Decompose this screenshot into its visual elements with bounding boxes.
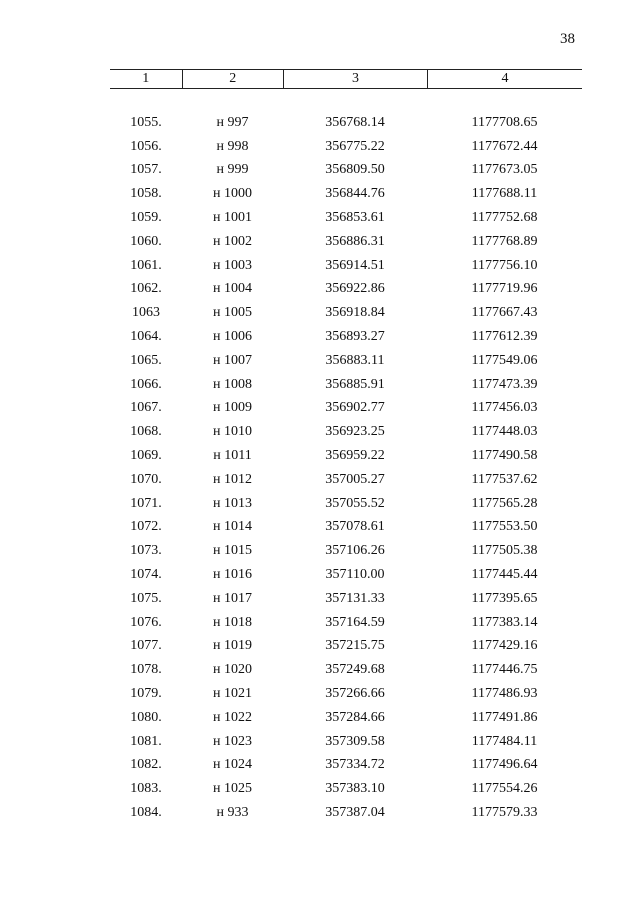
point-label: н 1005 (213, 305, 252, 321)
point-index: 1064. (130, 329, 162, 345)
table-row (110, 159, 582, 183)
y-coordinate: 1177672.44 (471, 138, 538, 154)
y-coordinate: 1177448.03 (471, 424, 538, 440)
point-label: н 1015 (213, 543, 252, 559)
point-label: н 1023 (213, 733, 252, 749)
point-label: н 1009 (213, 400, 252, 416)
table-row (110, 468, 582, 492)
point-label: н 1020 (213, 662, 252, 678)
point-index: 1070. (130, 471, 162, 487)
x-coordinate: 357383.10 (325, 781, 385, 797)
table-row (110, 278, 582, 302)
table-row (110, 420, 582, 444)
point-index: 1078. (130, 662, 162, 678)
point-index: 1057. (130, 162, 162, 178)
point-index: 1056. (130, 138, 162, 154)
point-index: 1083. (130, 781, 162, 797)
point-label: н 1007 (213, 352, 252, 368)
point-index: 1062. (130, 281, 162, 297)
point-index: 1074. (130, 567, 162, 583)
y-coordinate: 1177565.28 (471, 495, 538, 511)
y-coordinate: 1177708.65 (471, 114, 538, 130)
point-label: н 1013 (213, 495, 252, 511)
table-row (110, 682, 582, 706)
point-label: н 1001 (213, 210, 252, 226)
x-coordinate: 357266.66 (325, 686, 385, 702)
point-index: 1067. (130, 400, 162, 416)
table-row (110, 230, 582, 254)
x-coordinate: 357110.00 (325, 567, 385, 583)
x-coordinate: 356914.51 (325, 257, 385, 273)
y-coordinate: 1177456.03 (471, 400, 538, 416)
x-coordinate: 356844.76 (325, 186, 385, 202)
table-row (110, 325, 582, 349)
x-coordinate: 357106.26 (325, 543, 385, 559)
point-index: 1072. (130, 519, 162, 535)
x-coordinate: 356902.77 (325, 400, 385, 416)
point-label: н 1021 (213, 686, 252, 702)
point-index: 1073. (130, 543, 162, 559)
point-label: н 1008 (213, 376, 252, 392)
table-row (110, 563, 582, 587)
table-row (110, 182, 582, 206)
header-col-1: 1 (142, 71, 150, 86)
point-index: 1055. (130, 114, 162, 130)
point-index: 1060. (130, 233, 162, 249)
point-index: 1066. (130, 376, 162, 392)
y-coordinate: 1177490.58 (471, 448, 538, 464)
point-label: н 1003 (213, 257, 252, 273)
y-coordinate: 1177429.16 (471, 638, 538, 654)
y-coordinate: 1177719.96 (471, 281, 538, 297)
y-coordinate: 1177612.39 (471, 329, 538, 345)
header-col-3: 3 (283, 70, 427, 88)
y-coordinate: 1177579.33 (471, 805, 538, 820)
x-coordinate: 356883.11 (325, 352, 385, 368)
point-index: 1082. (130, 757, 162, 773)
y-coordinate: 1177496.64 (471, 757, 538, 773)
y-coordinate: 1177446.75 (471, 662, 538, 678)
header-col-4: 4 (427, 70, 582, 88)
table-row (110, 730, 582, 754)
x-coordinate: 357164.59 (325, 614, 385, 630)
x-coordinate: 357055.52 (325, 495, 385, 511)
table-body (110, 111, 582, 825)
page-number: 38 (560, 31, 575, 47)
point-index: 1071. (130, 495, 162, 511)
point-label: н 998 (216, 138, 249, 154)
point-label: н 1014 (213, 519, 252, 535)
point-index: 1059. (130, 210, 162, 226)
point-label: н 1016 (213, 567, 252, 583)
table-header (110, 69, 582, 89)
x-coordinate: 356853.61 (325, 210, 385, 226)
table-row (110, 587, 582, 611)
y-coordinate: 1177756.10 (471, 257, 538, 273)
point-index: 1077. (130, 638, 162, 654)
y-coordinate: 1177554.26 (471, 781, 538, 797)
coordinates-table (110, 69, 582, 825)
x-coordinate: 357387.04 (325, 805, 385, 820)
y-coordinate: 1177553.50 (471, 519, 538, 535)
y-coordinate: 1177491.86 (471, 709, 538, 725)
point-index: 1068. (130, 424, 162, 440)
table-row (110, 635, 582, 659)
x-coordinate: 356918.84 (325, 305, 385, 321)
x-coordinate: 357131.33 (325, 590, 385, 606)
header-col-2: 2 (182, 70, 283, 88)
table-row (110, 492, 582, 516)
table-row (110, 111, 582, 135)
point-label: н 1024 (213, 757, 252, 773)
x-coordinate: 356886.31 (325, 233, 385, 249)
point-label: н 997 (216, 114, 249, 130)
y-coordinate: 1177667.43 (471, 305, 538, 321)
point-label: н 1004 (213, 281, 252, 297)
table-row (110, 539, 582, 563)
table-row (110, 135, 582, 159)
point-index: 1080. (130, 709, 162, 725)
x-coordinate: 357284.66 (325, 709, 385, 725)
y-coordinate: 1177673.05 (471, 162, 538, 178)
point-label: н 999 (216, 162, 249, 178)
table-row (110, 373, 582, 397)
point-index: 1061. (130, 257, 162, 273)
x-coordinate: 357249.68 (325, 662, 385, 678)
table-row (110, 349, 582, 373)
point-label: н 1018 (213, 614, 252, 630)
table-row (110, 754, 582, 778)
y-coordinate: 1177688.11 (471, 186, 538, 202)
y-coordinate: 1177505.38 (471, 543, 538, 559)
x-coordinate: 357078.61 (325, 519, 385, 535)
point-label: н 1019 (213, 638, 252, 654)
point-index: 1075. (130, 590, 162, 606)
y-coordinate: 1177395.65 (471, 590, 538, 606)
y-coordinate: 1177549.06 (471, 352, 538, 368)
y-coordinate: 1177537.62 (471, 471, 538, 487)
x-coordinate: 356893.27 (325, 329, 385, 345)
point-label: н 1010 (213, 424, 252, 440)
point-label: н 1017 (213, 590, 252, 606)
point-index: 1079. (130, 686, 162, 702)
point-label: н 1000 (213, 186, 252, 202)
point-index: 1076. (130, 614, 162, 630)
point-label: н 1006 (213, 329, 252, 345)
point-index: 1063 (132, 305, 160, 321)
point-label: н 1022 (213, 709, 252, 725)
x-coordinate: 356959.22 (325, 448, 385, 464)
table-row (110, 801, 582, 825)
table-row (110, 206, 582, 230)
table-row (110, 658, 582, 682)
x-coordinate: 357005.27 (325, 471, 385, 487)
y-coordinate: 1177473.39 (471, 376, 538, 392)
x-coordinate: 356768.14 (325, 114, 385, 130)
point-index: 1058. (130, 186, 162, 202)
x-coordinate: 357334.72 (325, 757, 385, 773)
point-index: 1084. (130, 805, 162, 820)
point-label: н 933 (216, 805, 249, 820)
x-coordinate: 356809.50 (325, 162, 385, 178)
table-row (110, 444, 582, 468)
y-coordinate: 1177383.14 (471, 614, 538, 630)
table-row (110, 516, 582, 540)
table-row (110, 611, 582, 635)
point-label: н 1011 (213, 448, 252, 464)
table-row (110, 706, 582, 730)
x-coordinate: 357309.58 (325, 733, 385, 749)
table-row (110, 397, 582, 421)
point-label: н 1012 (213, 471, 252, 487)
x-coordinate: 356922.86 (325, 281, 385, 297)
y-coordinate: 1177484.11 (471, 733, 538, 749)
table-row (110, 254, 582, 278)
point-label: н 1002 (213, 233, 252, 249)
y-coordinate: 1177768.89 (471, 233, 538, 249)
y-coordinate: 1177752.68 (471, 210, 538, 226)
point-index: 1081. (130, 733, 162, 749)
x-coordinate: 357215.75 (325, 638, 385, 654)
table-row (110, 777, 582, 801)
point-label: н 1025 (213, 781, 252, 797)
y-coordinate: 1177445.44 (471, 567, 538, 583)
y-coordinate: 1177486.93 (471, 686, 538, 702)
x-coordinate: 356885.91 (325, 376, 385, 392)
table-row (110, 301, 582, 325)
point-index: 1069. (130, 448, 162, 464)
x-coordinate: 356923.25 (325, 424, 385, 440)
x-coordinate: 356775.22 (325, 138, 385, 154)
point-index: 1065. (130, 352, 162, 368)
